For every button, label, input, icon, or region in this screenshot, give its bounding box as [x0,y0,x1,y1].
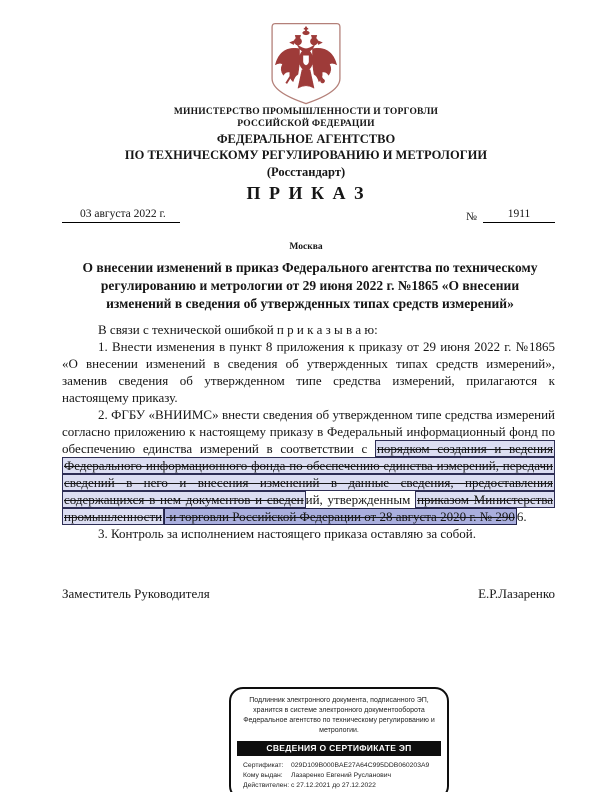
order-date: 03 августа 2022 г. [62,208,180,223]
stamp-valid-row [243,781,442,791]
ministry-line2: РОССИЙСКОЙ ФЕДЕРАЦИИ [237,119,375,130]
item2-text-start: 2. ФГБУ «ВНИИМС» внести сведения об утвержденном типе средства измерений согласно приложению к настоящему приказу в Федеральный информационный фонд по обеспечению единства измерений в соответствии с [62,407,555,456]
stamp-head-line1: Подлинник электронного документа, подписанного ЭП, [249,697,429,704]
stamp-certificate-bar: СВЕДЕНИЯ О СЕРТИФИКАТЕ ЭП [237,741,441,756]
russian-coat-of-arms-icon [264,22,348,106]
agency-line2: ПО ТЕХНИЧЕСКОМУ РЕГУЛИРОВАНИЮ И МЕТРОЛОГИИ [124,148,488,163]
order-number: 1911 [483,208,555,223]
item2-hyperlink-ministry-order-part1[interactable]: приказом Министерства промышленности [64,492,554,524]
stamp-valid-value: с 27.12.2021 до 27.12.2022 [291,781,376,789]
ministry-line1: МИНИСТЕРСТВО ПРОМЫШЛЕННОСТИ И ТОРГОВЛИ [173,107,439,117]
order-item-3: 3. Контроль за исполнением настоящего приказа оставляю за собой. [98,526,476,541]
item2-hyperlink-ministry-order-part2[interactable]: и торговли Российской Федерации от 28 августа 2020 г. № 290 [166,509,515,524]
number-sign: № [466,211,477,223]
stamp-certificate-fields [243,761,442,792]
signer-name: Е.Р.Лазаренко [478,586,555,601]
stamp-valid-label: Действителен: [243,781,290,789]
order-title: О внесении изменений в приказ Федерального агентства по техническому регулированию и метрологии от 29 июня 2022 г. №1865 «О внесении изменений в сведения об утвержденных типах средств измерений» [82,260,538,311]
item2-text-end: 6. [516,509,527,524]
agency-header [0,131,612,180]
agency-line1: ФЕДЕРАЛЬНОЕ АГЕНТСТВО [216,132,396,146]
agency-line3: (Росстандарт) [266,164,346,179]
signature-row [62,586,555,602]
signer-position: Заместитель Руководителя [62,586,210,601]
order-body [62,321,555,542]
item2-hyperlink-fund-order[interactable]: порядком создания и ведения Федерального информационного фонда по обеспечению единства измерений, передачи сведений в него и внесения изменений в данные сведения, предоставления содержащихся в нем документов и сведен [64,441,553,507]
stamp-head-line4: метрологии. [319,727,359,735]
order-item-1: 1. Внести изменения в пункт 8 приложения к приказу от 29 июня 2022 г. №1865 «О внесении изменений в сведения об утвержденных типах средств измерений», заменив сведения об утвержденном типе средства измерений, прилагаются к настоящему приказу. [62,339,555,405]
order-number-group [466,208,555,223]
ministry-header [0,106,612,131]
date-number-row [62,208,555,223]
stamp-cert-row [243,761,442,771]
stamp-issued-row [243,771,442,781]
doc-type-heading: П Р И К А З [246,183,366,203]
stamp-cert-label: Сертификат: [243,761,284,769]
e-signature-stamp [229,687,449,792]
stamp-head-line2: хранится в системе электронного документооборота [253,707,425,715]
order-item-2 [62,406,555,525]
stamp-head-line3: Федеральное агентство по техническому регулированию и [243,717,435,725]
stamp-header-text [236,696,442,737]
stamp-cert-value: 029D109B000BAE27A64C995DDB060203A9 [291,761,430,769]
stamp-issued-value: Лазаренко Евгений Русланович [291,771,392,779]
item2-text-mid: ий, утвержденным [305,492,416,507]
order-city: Москва [289,242,323,252]
stamp-issued-label: Кому выдан: [243,771,283,779]
order-intro: В связи с технической ошибкой п р и к а з ы в а ю: [98,322,378,337]
